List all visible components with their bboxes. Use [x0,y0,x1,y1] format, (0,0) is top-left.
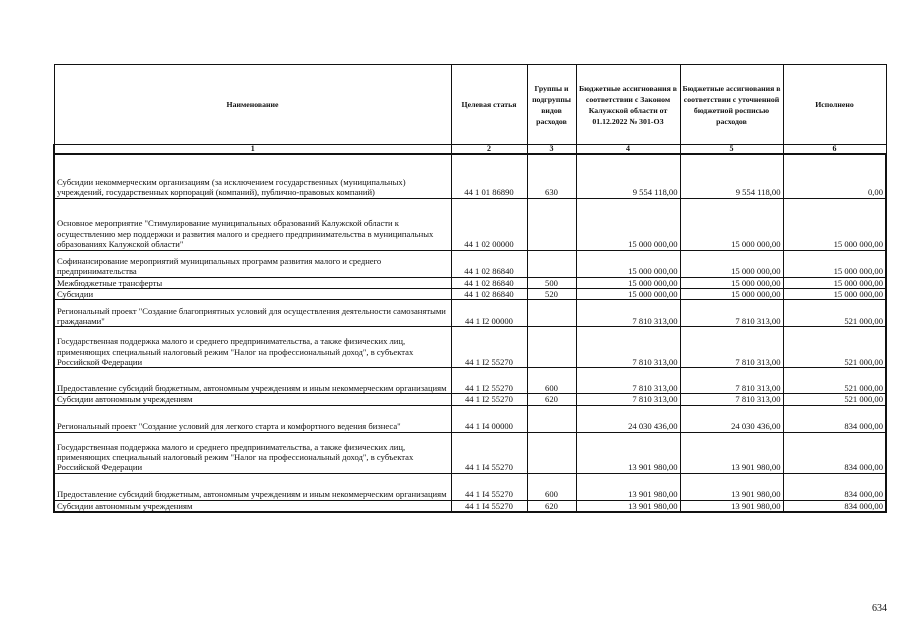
row-refined-allocation: 9 554 118,00 [680,154,783,198]
row-law-allocation: 9 554 118,00 [576,154,680,198]
row-expense-group [527,250,576,277]
budget-table [53,64,887,513]
row-name: Государственная поддержка малого и среднего предпринимательства, а также физических лиц, применяющих специальный налоговый режим "Налог на профессиональный доход", в субъектах Российской Федерации [54,327,451,368]
row-target-article: 44 1 I4 55270 [451,473,527,500]
row-name: Межбюджетные трансферты [54,277,451,288]
row-law-allocation: 15 000 000,00 [576,198,680,250]
row-law-allocation: 15 000 000,00 [576,277,680,288]
row-expense-group: 500 [527,277,576,288]
row-expense-group: 620 [527,394,576,405]
column-number: 6 [783,145,886,155]
row-executed: 15 000 000,00 [783,198,886,250]
table-row [54,288,886,299]
table-row [54,198,886,250]
table-row [54,432,886,473]
column-number: 2 [451,145,527,155]
row-target-article: 44 1 01 86890 [451,154,527,198]
row-expense-group: 620 [527,500,576,512]
row-expense-group [527,405,576,432]
row-target-article: 44 1 02 00000 [451,198,527,250]
table-row [54,250,886,277]
page-number: 634 [872,603,887,614]
row-refined-allocation: 13 901 980,00 [680,432,783,473]
row-executed: 521 000,00 [783,368,886,394]
row-name: Субсидии автономным учреждениям [54,394,451,405]
table-body [54,154,886,512]
row-executed: 834 000,00 [783,405,886,432]
row-law-allocation: 7 810 313,00 [576,300,680,327]
row-executed: 15 000 000,00 [783,250,886,277]
row-law-allocation: 13 901 980,00 [576,500,680,512]
row-law-allocation: 13 901 980,00 [576,473,680,500]
row-refined-allocation: 13 901 980,00 [680,500,783,512]
row-executed: 834 000,00 [783,500,886,512]
row-executed: 15 000 000,00 [783,288,886,299]
row-law-allocation: 13 901 980,00 [576,432,680,473]
table-row [54,300,886,327]
column-number: 4 [576,145,680,155]
header-name: Наименование [54,65,451,145]
row-refined-allocation: 24 030 436,00 [680,405,783,432]
header-target-article: Целевая статья [451,65,527,145]
row-target-article: 44 1 I2 55270 [451,368,527,394]
row-expense-group: 600 [527,368,576,394]
table-row [54,277,886,288]
row-executed: 521 000,00 [783,300,886,327]
row-law-allocation: 7 810 313,00 [576,368,680,394]
column-number: 5 [680,145,783,155]
row-name: Предоставление субсидий бюджетным, автономным учреждениям и иным некоммерческим организациям [54,473,451,500]
row-name: Государственная поддержка малого и среднего предпринимательства, а также физических лиц, применяющих специальный налоговый режим "Налог на профессиональный доход", в субъектах Российской Федерации [54,432,451,473]
row-executed: 834 000,00 [783,432,886,473]
table-row [54,154,886,198]
row-expense-group [527,327,576,368]
column-number: 3 [527,145,576,155]
table-row [54,368,886,394]
row-refined-allocation: 15 000 000,00 [680,288,783,299]
row-law-allocation: 15 000 000,00 [576,250,680,277]
row-law-allocation: 7 810 313,00 [576,327,680,368]
row-name: Софинансирование мероприятий муниципальных программ развития малого и среднего предпринимательства [54,250,451,277]
row-refined-allocation: 15 000 000,00 [680,277,783,288]
header-row [54,65,886,145]
row-refined-allocation: 13 901 980,00 [680,473,783,500]
row-name: Субсидии [54,288,451,299]
row-expense-group: 600 [527,473,576,500]
row-expense-group: 630 [527,154,576,198]
row-law-allocation: 7 810 313,00 [576,394,680,405]
row-target-article: 44 1 I2 55270 [451,327,527,368]
row-executed: 15 000 000,00 [783,277,886,288]
row-refined-allocation: 7 810 313,00 [680,327,783,368]
column-number: 1 [54,145,451,155]
table-row [54,394,886,405]
row-executed: 521 000,00 [783,327,886,368]
row-expense-group [527,198,576,250]
row-law-allocation: 24 030 436,00 [576,405,680,432]
header-executed: Исполнено [783,65,886,145]
table-row [54,327,886,368]
row-executed: 521 000,00 [783,394,886,405]
column-number-row [54,145,886,155]
row-name: Основное мероприятие "Стимулирование муниципальных образований Калужской области к осуществлению мер поддержки и развития малого и среднего предпринимательства в муниципальных образованиях Калужской области" [54,198,451,250]
row-name: Предоставление субсидий бюджетным, автономным учреждениям и иным некоммерческим организациям [54,368,451,394]
row-law-allocation: 15 000 000,00 [576,288,680,299]
header-refined-allocations: Бюджетные ассигнования в соответствии с уточненной бюджетной росписью расходов [680,65,783,145]
row-expense-group: 520 [527,288,576,299]
row-target-article: 44 1 I4 55270 [451,500,527,512]
row-refined-allocation: 7 810 313,00 [680,368,783,394]
row-name: Региональный проект "Создание условий для легкого старта и комфортного ведения бизнеса" [54,405,451,432]
table-row [54,405,886,432]
header-expense-groups: Группы и подгруппы видов расходов [527,65,576,145]
row-expense-group [527,300,576,327]
row-refined-allocation: 15 000 000,00 [680,198,783,250]
row-target-article: 44 1 I4 55270 [451,432,527,473]
row-target-article: 44 1 02 86840 [451,288,527,299]
row-name: Субсидии некоммерческим организациям (за исключением государственных (муниципальных) учреждений, государственных корпораций (компаний), публично-правовых компаний) [54,154,451,198]
header-law-allocations: Бюджетные ассигнования в соответствии с Законом Калужской области от 01.12.2022 № 301-ОЗ [576,65,680,145]
row-name: Региональный проект "Создание благоприятных условий для осуществления деятельности самозанятыми гражданами" [54,300,451,327]
row-target-article: 44 1 02 86840 [451,250,527,277]
row-expense-group [527,432,576,473]
table-row [54,473,886,500]
table-row [54,500,886,512]
row-target-article: 44 1 I4 00000 [451,405,527,432]
row-target-article: 44 1 I2 55270 [451,394,527,405]
row-target-article: 44 1 02 86840 [451,277,527,288]
row-name: Субсидии автономным учреждениям [54,500,451,512]
row-refined-allocation: 15 000 000,00 [680,250,783,277]
row-executed: 0,00 [783,154,886,198]
row-target-article: 44 1 I2 00000 [451,300,527,327]
row-executed: 834 000,00 [783,473,886,500]
row-refined-allocation: 7 810 313,00 [680,394,783,405]
row-refined-allocation: 7 810 313,00 [680,300,783,327]
